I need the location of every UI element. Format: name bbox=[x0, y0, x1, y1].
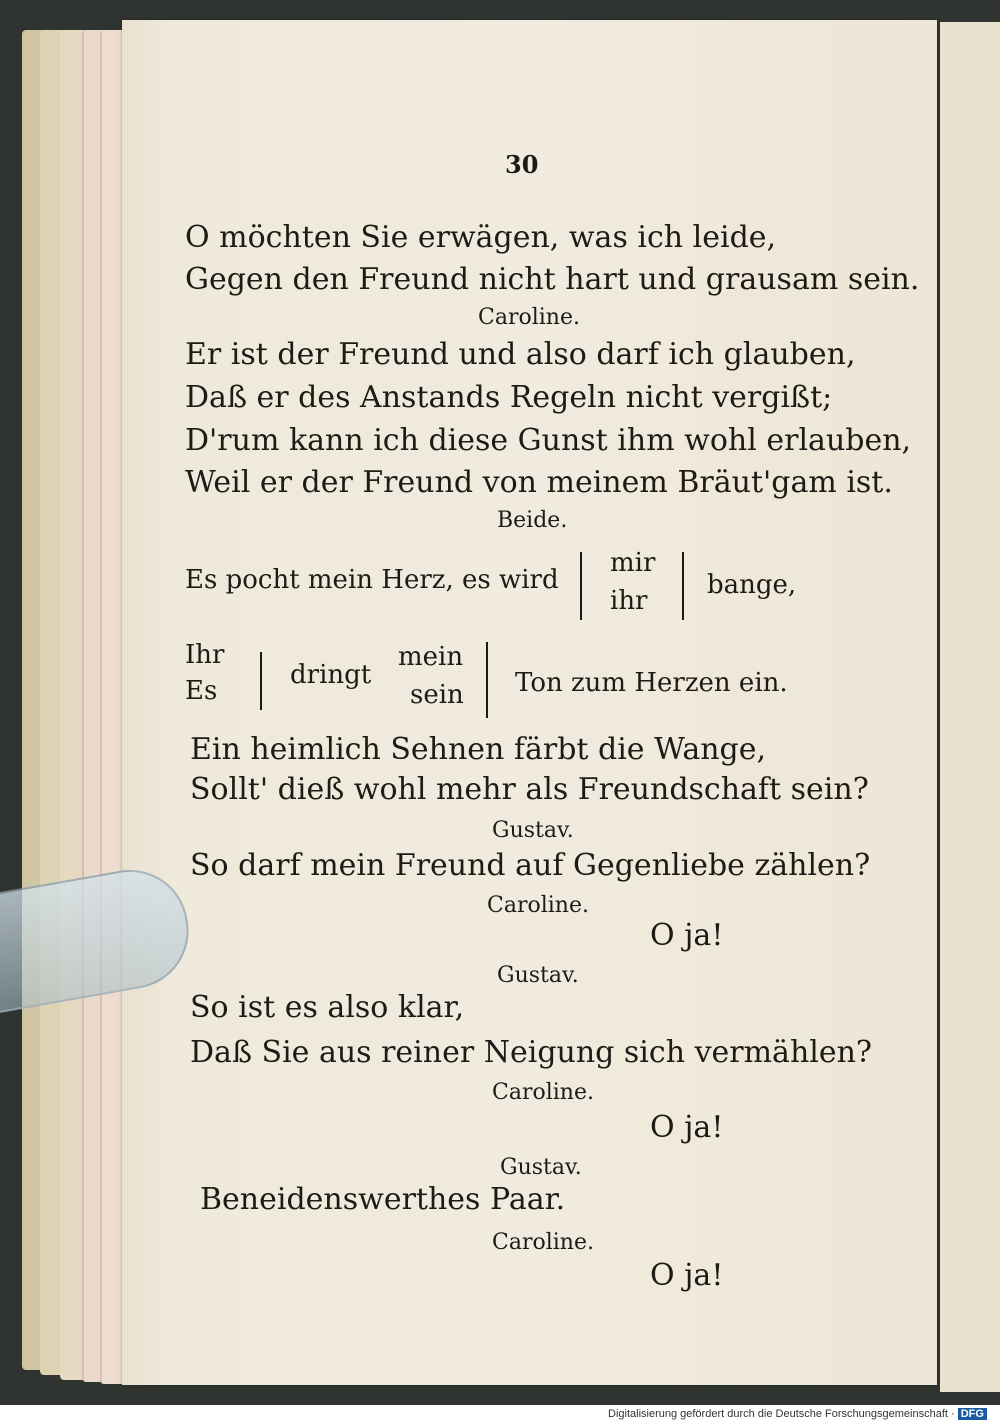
speaker-label: Gustav. bbox=[492, 818, 574, 843]
speaker-label: Caroline. bbox=[487, 893, 589, 918]
verse-line: O möchten Sie erwägen, was ich leide, bbox=[185, 220, 777, 255]
brace1-tail: bange, bbox=[707, 570, 797, 600]
verse-line: O ja! bbox=[650, 1110, 724, 1145]
right-brace bbox=[682, 552, 684, 620]
speaker-label: Beide. bbox=[497, 508, 568, 533]
left-brace bbox=[580, 552, 582, 620]
verse-line: Ein heimlich Sehnen färbt die Wange, bbox=[190, 732, 767, 767]
footer-text: Digitalisierung gefördert durch die Deutsche Forschungsgemeinschaft bbox=[608, 1408, 948, 1420]
brace2-tail: Ton zum Herzen ein. bbox=[515, 668, 788, 698]
brace1-option: mir bbox=[610, 548, 656, 578]
facing-page bbox=[940, 22, 1000, 1392]
verse-line: D'rum kann ich diese Gunst ihm wohl erlauben, bbox=[185, 423, 912, 458]
page-number: 30 bbox=[505, 150, 539, 179]
verse-line: So ist es also klar, bbox=[190, 990, 465, 1025]
brace2-subject: Es bbox=[185, 676, 218, 706]
brace2-subject: Ihr bbox=[185, 640, 225, 670]
verse-line: Weil er der Freund von meinem Bräut'gam ist. bbox=[185, 465, 893, 500]
brace2-verb: dringt bbox=[290, 660, 372, 690]
speaker-label: Gustav. bbox=[500, 1155, 582, 1180]
brace1-lead: Es pocht mein Herz, es wird bbox=[185, 565, 559, 595]
verse-line: Beneidenswerthes Paar. bbox=[200, 1182, 566, 1217]
speaker-label: Gustav. bbox=[497, 963, 579, 988]
left-brace bbox=[260, 652, 262, 710]
footer: Digitalisierung gefördert durch die Deutsche Forschungsgemeinschaft · DFG bbox=[608, 1408, 987, 1420]
verse-line: Gegen den Freund nicht hart und grausam sein. bbox=[185, 262, 920, 297]
right-brace bbox=[486, 642, 488, 718]
verse-line: So darf mein Freund auf Gegenliebe zählen? bbox=[190, 848, 871, 883]
verse-line: Daß Sie aus reiner Neigung sich vermählen? bbox=[190, 1035, 873, 1070]
verse-line: Sollt' dieß wohl mehr als Freundschaft sein? bbox=[190, 772, 869, 807]
dfg-logo: DFG bbox=[958, 1408, 987, 1420]
verse-line: O ja! bbox=[650, 918, 724, 953]
speaker-label: Caroline. bbox=[492, 1230, 594, 1255]
brace2-option: mein bbox=[398, 642, 464, 672]
verse-line: O ja! bbox=[650, 1258, 724, 1293]
brace2-option: sein bbox=[410, 680, 464, 710]
verse-line: Er ist der Freund und also darf ich glauben, bbox=[185, 337, 856, 372]
speaker-label: Caroline. bbox=[478, 305, 580, 330]
verse-line: Daß er des Anstands Regeln nicht vergißt; bbox=[185, 380, 833, 415]
speaker-label: Caroline. bbox=[492, 1080, 594, 1105]
brace1-option: ihr bbox=[610, 586, 648, 616]
